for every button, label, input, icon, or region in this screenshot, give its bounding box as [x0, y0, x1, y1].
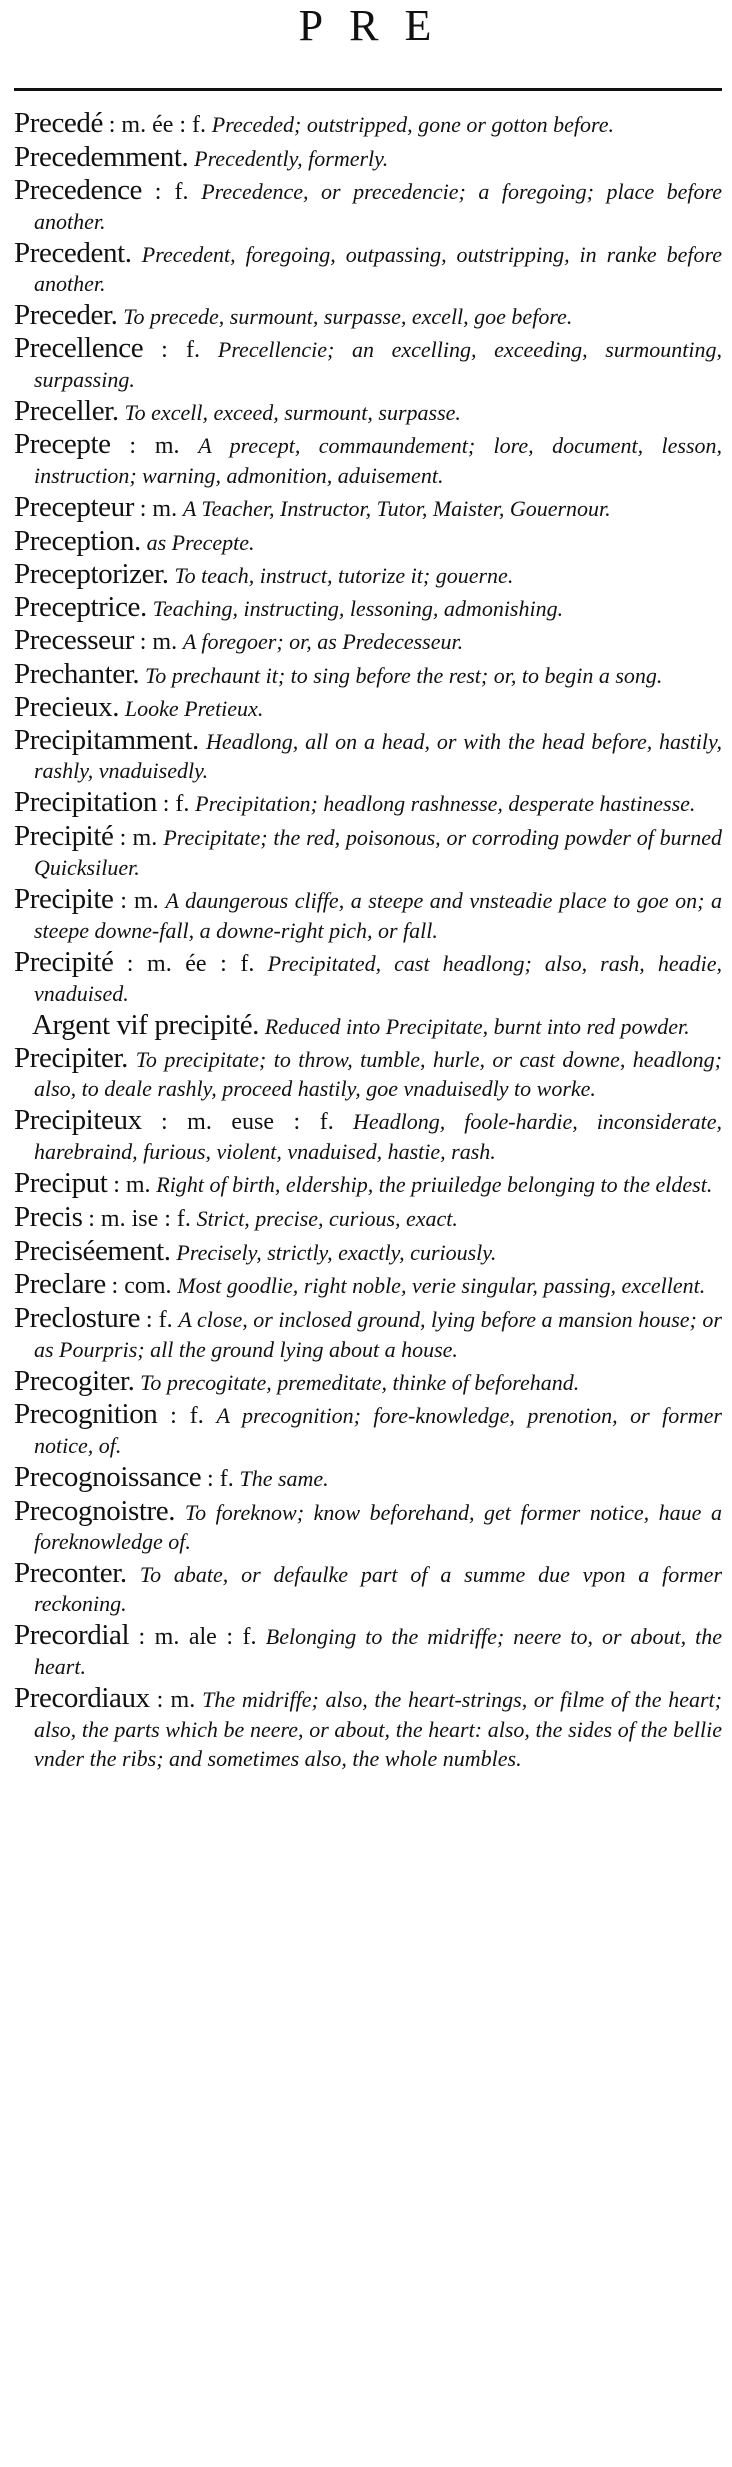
dictionary-entry [14, 143, 722, 173]
entry-headword: Preciséement. [14, 1235, 171, 1267]
dictionary-entry [14, 693, 722, 723]
entry-definition: A foregoer; or, as Predecesseur. [182, 629, 464, 654]
entry-definition: as Precepte. [146, 530, 255, 555]
entry-grammar: : m. ale : f. [138, 1624, 257, 1650]
entry-definition: A close, or inclosed ground, lying before a mansion house; or as Pourpris; all the ground lying about a house. [34, 1307, 722, 1362]
entry-headword: Preceder. [14, 299, 118, 331]
entry-headword: Precedence [14, 174, 143, 206]
dictionary-entry [14, 239, 722, 298]
entry-definition: Reduced into Precipitate, burnt into red powder. [264, 1014, 690, 1039]
entry-headword: Precedent. [14, 237, 132, 269]
dictionary-entry [14, 948, 722, 1008]
entry-definition: Headlong, foole-hardie, inconsiderate, harebraind, furious, violent, vnaduised, hastie, rash. [34, 1109, 722, 1164]
entry-grammar: : m. [129, 433, 180, 459]
entry-grammar: : m. ée : f. [126, 951, 255, 977]
dictionary-entry [14, 1203, 722, 1234]
entry-definition: The same. [239, 1466, 329, 1491]
dictionary-entry [14, 822, 722, 882]
entry-grammar: : f. [145, 1307, 173, 1333]
dictionary-entry [14, 301, 722, 331]
entry-headword: Precipiter. [14, 1042, 128, 1074]
entry-headword: Precellence [14, 332, 144, 364]
entry-headword: Precis [14, 1201, 83, 1233]
entry-headword: Precogiter. [14, 1365, 135, 1397]
entry-definition: To abate, or defaulke part of a summe due vpon a former reckoning. [34, 1562, 723, 1616]
entry-headword: Precognition [14, 1398, 158, 1430]
entry-definition: To teach, instruct, tutorize it; gouerne. [174, 563, 514, 588]
entry-grammar: : f. [162, 791, 190, 817]
dictionary-entry [14, 334, 722, 394]
entry-definition: Precedent, foregoing, outpassing, outstripping, in ranke before another. [34, 242, 722, 296]
dictionary-entry [14, 726, 722, 785]
entry-headword: Precipiteux [14, 1104, 142, 1136]
entry-headword: Preclare [14, 1268, 106, 1300]
dictionary-entry [14, 1621, 722, 1681]
entry-definition: The midriffe; also, the heart-strings, or filme of the heart; also, the parts which be neere, or about, the heart: also, the sides of the bellie vnder the ribs; and sometimes also, the whole numbles. [34, 1687, 722, 1771]
dictionary-entry [14, 430, 722, 490]
entry-definition: A daungerous cliffe, a steepe and vnsteadie place to goe on; a steepe downe-fall, a downe-right pich, or fall. [34, 888, 723, 943]
entry-grammar: : f. [154, 179, 189, 205]
entry-definition: Precipitation; headlong rashnesse, desperate hastinesse. [195, 791, 696, 816]
entry-headword: Precipite [14, 883, 114, 915]
entry-headword: Precepteur [14, 491, 134, 523]
dictionary-entry [14, 626, 722, 657]
dictionary-entry [14, 560, 722, 590]
dictionary-entry [14, 1463, 722, 1494]
entry-grammar: : f. [170, 1403, 204, 1429]
entry-grammar: : m. [156, 1687, 196, 1713]
dictionary-entry [14, 660, 722, 690]
dictionary-entry [14, 397, 722, 427]
entry-headword: Precipitation [14, 786, 157, 818]
dictionary-entry [14, 1684, 722, 1773]
entry-headword: Precipité [14, 946, 114, 978]
entry-grammar: : m. [119, 825, 158, 851]
entry-headword: Preception. [14, 525, 141, 557]
entry-headword: Preceptrice. [14, 591, 147, 623]
dictionary-entry [14, 176, 722, 236]
entry-definition: To prechaunt it; to sing before the rest; or, to begin a song. [145, 663, 663, 688]
entry-headword: Precedé [14, 107, 103, 139]
entry-definition: Belonging to the midriffe; neere to, or about, the heart. [34, 1624, 723, 1679]
entry-headword: Preconter. [14, 1557, 127, 1589]
entry-definition: Right of birth, eldership, the priuiledge belonging to the eldest. [156, 1172, 713, 1197]
entry-grammar: : com. [111, 1273, 172, 1299]
entry-definition: Teaching, instructing, lessoning, admonishing. [152, 596, 564, 621]
entry-definition: Looke Pretieux. [124, 696, 264, 721]
dictionary-entry [14, 493, 722, 524]
entry-grammar: : f. [161, 337, 200, 363]
entry-definition: A precognition; fore-knowledge, prenotion, or former notice, of. [34, 1403, 722, 1458]
entry-headword: Precesseur [14, 624, 135, 656]
entry-headword: Preciput [14, 1167, 108, 1199]
entry-definition: Precedence, or precedencie; a foregoing; place before another. [34, 179, 723, 234]
entry-headword: Precordial [14, 1619, 130, 1651]
dictionary-entry [14, 1106, 722, 1166]
dictionary-entry [14, 1497, 722, 1556]
entry-definition: To excell, exceed, surmount, surpasse. [124, 400, 461, 425]
entry-headword: Precipitamment. [14, 724, 199, 756]
entry-definition: Precellencie; an excelling, exceeding, surmounting, surpassing. [34, 337, 722, 392]
entry-grammar: : m. [139, 629, 178, 655]
dictionary-entry [14, 593, 722, 623]
dictionary-entry [14, 1044, 722, 1103]
entry-definition: Preceded; outstripped, gone or gotton before. [211, 112, 615, 137]
entry-definition: Precedently, formerly. [194, 146, 389, 171]
dictionary-entry [14, 1270, 722, 1301]
entry-grammar: : m. [120, 888, 159, 914]
dictionary-entry [14, 1367, 722, 1397]
entry-definition: To foreknow; know beforehand, get former notice, haue a foreknowledge of. [34, 1500, 722, 1554]
dictionary-entry [14, 1237, 722, 1267]
dictionary-entry [14, 1400, 722, 1460]
dictionary-entry [14, 1559, 722, 1618]
entry-headword: Precedemment. [14, 141, 189, 173]
entry-grammar: : f. [207, 1466, 234, 1492]
dictionary-entry [14, 885, 722, 945]
entry-grammar: : m. [113, 1172, 151, 1198]
dictionary-entry [14, 1169, 722, 1200]
entry-headword: Preceptorizer. [14, 558, 169, 590]
dictionary-entry [14, 1304, 722, 1364]
entry-headword: Preclosture [14, 1302, 141, 1334]
entry-definition: Precisely, strictly, exactly, curiously. [176, 1240, 497, 1265]
entry-headword: Precognoissance [14, 1461, 202, 1493]
dictionary-entry [14, 527, 722, 557]
entry-headword: Precieux. [14, 691, 120, 723]
entry-headword: Preceller. [14, 395, 119, 427]
entry-definition: To precede, surmount, surpasse, excell, goe before. [123, 304, 573, 329]
entry-grammar: : m. euse : f. [160, 1109, 334, 1135]
running-head: PRE [298, 1, 458, 50]
entry-headword: Precepte [14, 428, 111, 460]
dictionary-entry [14, 788, 722, 819]
entry-definition: A precept, commaundement; lore, document, lesson, instruction; warning, admonition, aduisement. [34, 433, 723, 488]
entry-definition: To precipitate; to throw, tumble, hurle, or cast downe, headlong; also, to deale rashly, proceed hastily, goe vnaduisedly to worke. [34, 1047, 723, 1101]
header-rule [14, 88, 722, 91]
entry-definition: Precipitate; the red, poisonous, or corroding powder of burned Quicksiluer. [34, 825, 722, 880]
entry-list [14, 109, 722, 1773]
dictionary-entry [14, 109, 722, 140]
dictionary-entry [14, 1011, 722, 1041]
entry-headword: Precordiaux [14, 1682, 150, 1714]
entry-headword: Prechanter. [14, 658, 140, 690]
entry-grammar: : m. [139, 496, 178, 522]
entry-headword: Precognoistre. [14, 1495, 176, 1527]
entry-grammar: : m. ée : f. [108, 112, 207, 138]
entry-headword: Precipité [14, 820, 114, 852]
entry-definition: Most goodlie, right noble, verie singular, passing, excellent. [177, 1273, 706, 1298]
entry-definition: Precipitated, cast headlong; also, rash, headie, vnaduised. [34, 951, 722, 1006]
entry-definition: To precogitate, premeditate, thinke of beforehand. [140, 1370, 580, 1395]
entry-definition: A Teacher, Instructor, Tutor, Maister, Gouernour. [182, 496, 611, 521]
entry-definition: Headlong, all on a head, or with the head before, hastily, rashly, vnaduisedly. [34, 729, 722, 783]
entry-grammar: : m. ise : f. [88, 1206, 191, 1232]
entry-headword: Argent vif precipité. [32, 1009, 260, 1041]
entry-definition: Strict, precise, curious, exact. [196, 1206, 458, 1231]
